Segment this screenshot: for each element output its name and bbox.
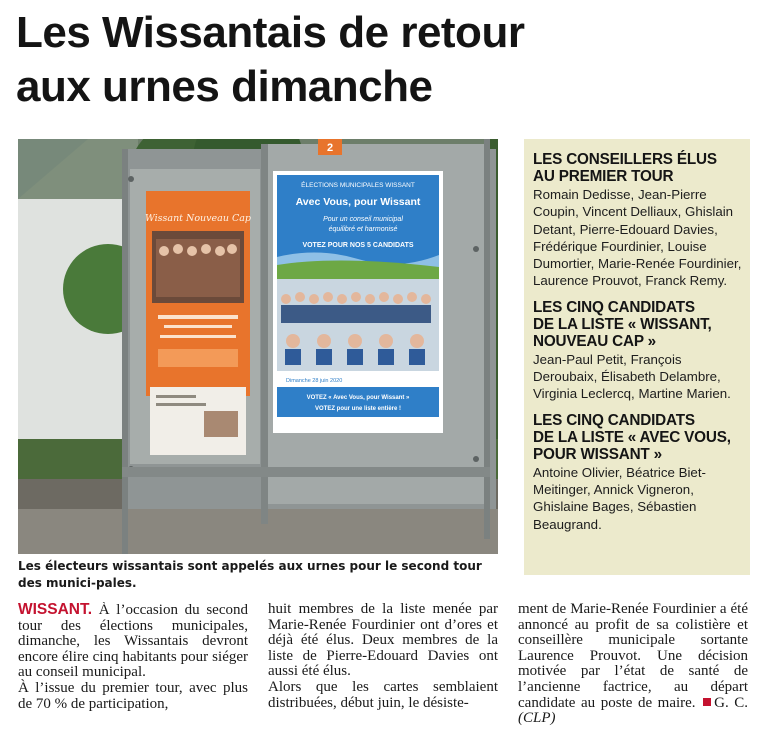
article-column-2: [268, 602, 498, 752]
sidebar-heading: [533, 412, 742, 463]
heading-line: DE LA LISTE « AVEC VOUS,: [533, 428, 731, 446]
poster-right-bottom-1: VOTEZ « Avec Vous, pour Wissant »: [306, 395, 410, 401]
paragraph-text: ment de Marie-Renée Fourdinier a été annoncé au profit de sa colistière et conseillère municipale sortante Laurence Prouvot. Une décision motivée par l’état de santé de l’ancienne factrice, au départ candidate au poste de maire.: [518, 602, 748, 711]
heading-line: LES CINQ CANDIDATS: [533, 411, 695, 429]
sidebar-heading: [533, 151, 742, 185]
poster-right-small-title: ÉLECTIONS MUNICIPALES WISSANT: [301, 182, 415, 189]
poster-right-title: Avec Vous, pour Wissant: [295, 196, 421, 208]
heading-line: AU PREMIER TOUR: [533, 168, 674, 185]
photo-caption: Les électeurs wissantais sont appelés aux urnes pour le second tour des munici-pales.: [18, 559, 482, 590]
byline-source: (CLP): [518, 710, 556, 727]
sidebar-names: Jean-Paul Petit, François Deroubaix, Élisabeth Delambre, Virginia Leclercq, Martine Marien.: [533, 351, 731, 402]
poster-right-date: Dimanche 28 juin 2020: [286, 378, 343, 384]
paragraph-text: À l’occasion du second tour des élections municipales, dimanche, les Wissantais devront encore élire cinq habitants pour siéger au conseil municipal.: [18, 602, 248, 681]
article-photo: [18, 139, 498, 554]
sidebar-section-nouveau-cap: [533, 299, 742, 403]
sidebar-heading: [533, 299, 742, 350]
paragraph: huit membres de la liste menée par Marie-Renée Fourdinier ont d’ores et déjà été élus. Deux membres de la liste de Pierre-Edouard Davies ont aussi été élus.: [268, 602, 498, 680]
paragraph: [18, 602, 248, 681]
headline-line-1: Les Wissantais de retour: [16, 8, 525, 57]
byline-initials: G. C.: [714, 694, 748, 711]
sidebar-section-elected: [533, 151, 742, 290]
heading-line: LES CONSEILLERS ÉLUS: [533, 151, 717, 168]
article-column-3: [518, 602, 748, 752]
headline-line-2: aux urnes dimanche: [16, 62, 433, 111]
sidebar-box: [524, 139, 750, 575]
board-number: 2: [326, 142, 334, 154]
poster-right-subtitle-1: Pour un conseil municipal: [323, 216, 403, 223]
poster-right-cta: VOTEZ POUR NOS 5 CANDIDATS: [302, 242, 414, 249]
poster-right-bottom-2: VOTEZ pour une liste entière !: [314, 406, 402, 412]
end-square-icon: [703, 698, 711, 706]
poster-right-subtitle-2: équilibré et harmonisé: [328, 226, 398, 233]
heading-line: POUR WISSANT »: [533, 445, 662, 463]
heading-line: NOUVEAU CAP »: [533, 332, 656, 350]
headline: [16, 6, 524, 114]
heading-line: DE LA LISTE « WISSANT,: [533, 315, 712, 333]
article-body: [18, 602, 750, 752]
poster-left-title: Wissant Nouveau Cap: [145, 213, 251, 224]
sidebar-names: Romain Dedisse, Jean-Pierre Coupin, Vincent Delliaux, Ghislain Detant, Pierre-Edouard Davies, Frédérique Fourdinier, Louise Dumortier, Marie-Renée Fourdinier, Laurence Prouvot, Franck Remy.: [533, 187, 742, 289]
dateline: WISSANT.: [18, 602, 93, 618]
sidebar-names: Antoine Olivier, Béatrice Biet-Meitinger, Annick Vigneron, Ghislaine Bages, Sébastien Beaugrand.: [533, 464, 706, 532]
paragraph: Alors que les cartes semblaient distribuées, début juin, le désiste-: [268, 678, 498, 711]
heading-line: LES CINQ CANDIDATS: [533, 298, 695, 316]
poster-avec-vous: [273, 171, 443, 433]
article-column-1: [18, 602, 248, 752]
paragraph: [518, 602, 748, 727]
poster-nouveau-cap: [145, 191, 251, 455]
paragraph: À l’issue du premier tour, avec plus de 70 % de participation,: [18, 679, 248, 712]
sidebar-section-avec-vous: [533, 412, 742, 533]
